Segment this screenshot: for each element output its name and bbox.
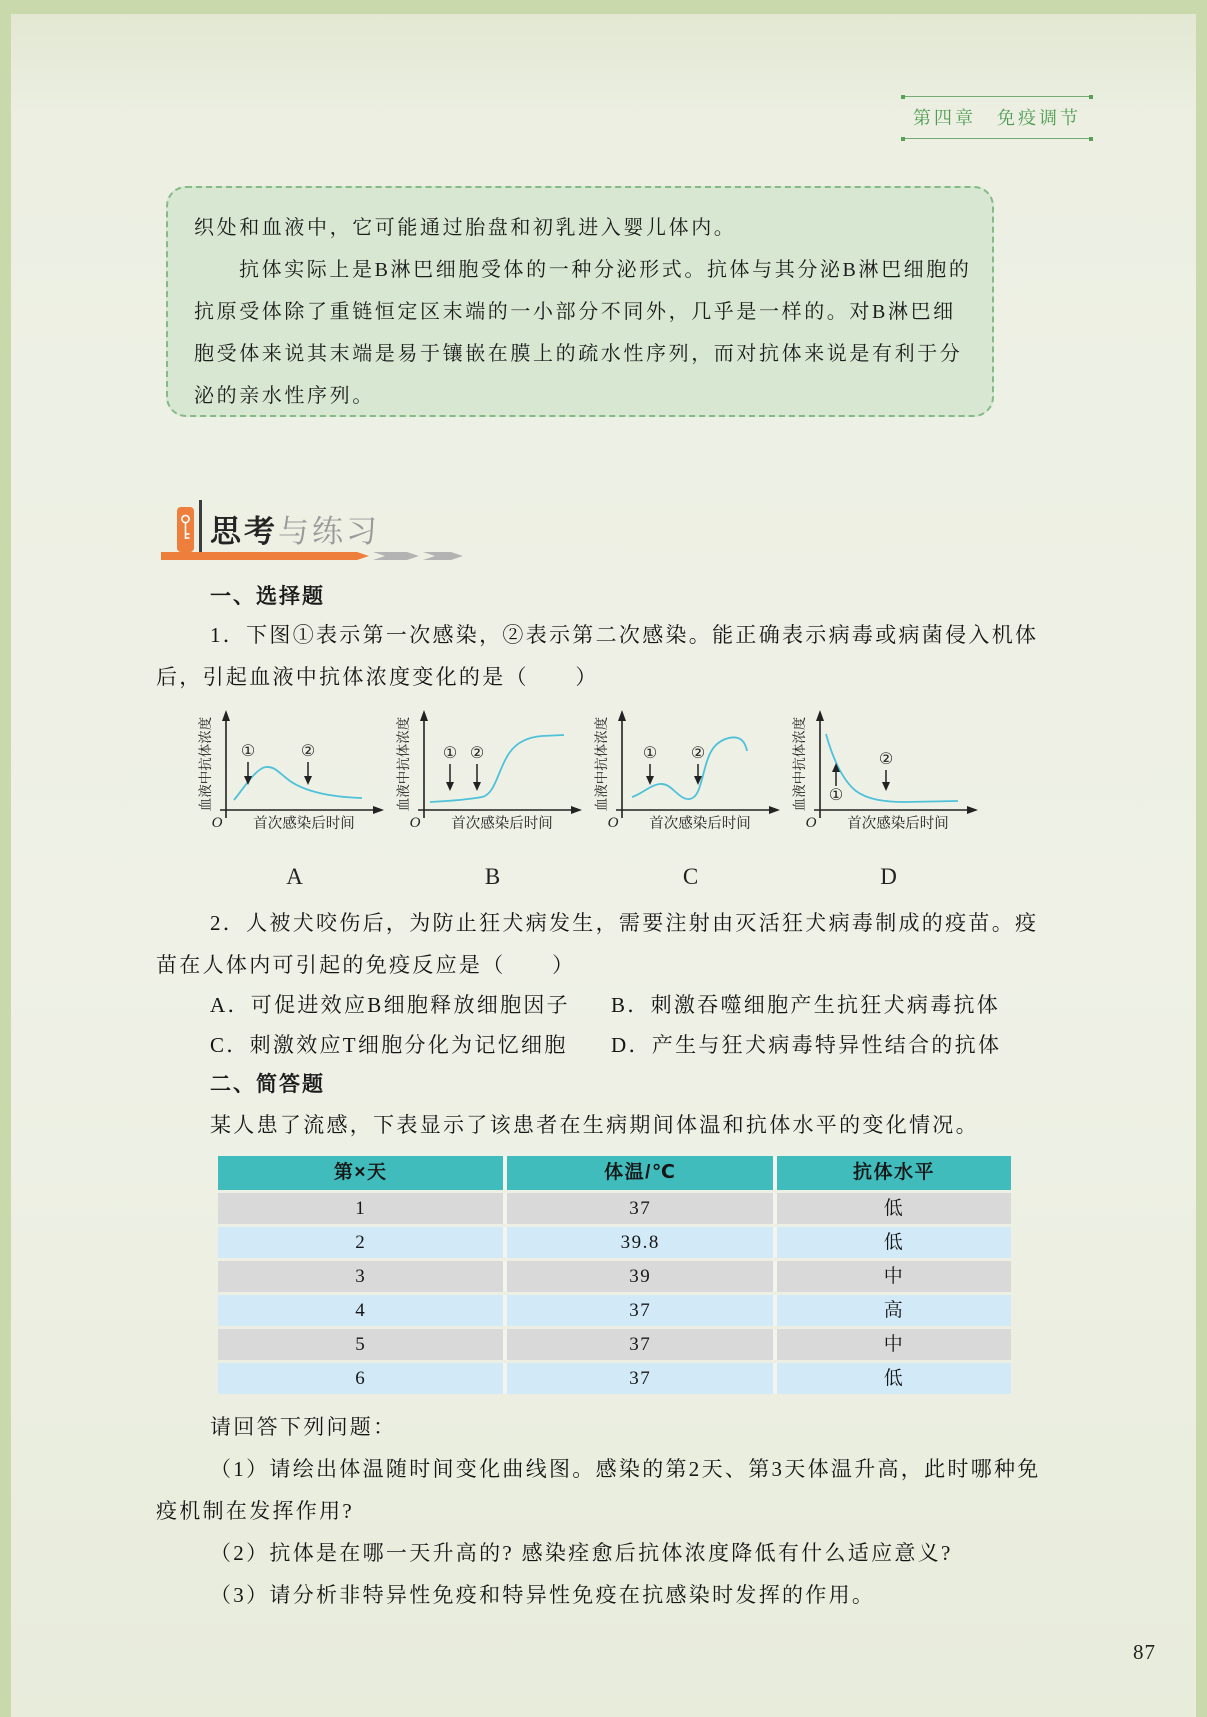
subquestion-1-line2: 疫机制在发挥作用? [156,1499,355,1523]
y-axis-label: 血液中抗体浓度 [396,716,411,812]
section-badge [177,507,194,552]
graph-D-letter: D [880,864,898,889]
x-axis-label: 首次感染后时间 [649,816,751,832]
annotation-1: ① [442,745,458,762]
y-axis-label: 血液中抗体浓度 [792,716,807,812]
section-title [210,506,380,551]
info-box-line: 泌的亲水性序列。 [194,385,375,407]
origin-label: O [607,815,619,831]
cell-antibody: 高 [773,1295,1011,1326]
cell-day: 1 [218,1193,503,1224]
annotation-2: ② [469,745,485,762]
origin-label: O [805,815,817,831]
origin-label: O [409,815,421,831]
annotation-2: ② [878,751,894,768]
chapter-header [901,96,1093,139]
table-row [218,1261,1011,1292]
chevron-icon [373,552,419,560]
part2-heading: 二、简答题 [210,1073,325,1096]
cell-day: 3 [218,1261,503,1292]
info-box-line: 抗原受体除了重链恒定区末端的一小部分不同外，几乎是一样的。对B淋巴细 [194,301,956,323]
flu-table [218,1156,1011,1397]
chapter-header-bottom-line [901,138,1093,139]
chapter-header-title: 第四章 免疫调节 [913,108,1081,128]
annotation-1: ① [828,787,844,804]
graph-C-letter: C [682,864,700,889]
question2-line2: 苗在人体内可引起的免疫反应是（ ） [156,953,576,977]
question1-line2: 后，引起血液中抗体浓度变化的是（ ） [156,665,599,689]
x-axis-label: 首次感染后时间 [451,816,553,832]
cell-temp: 39.8 [503,1227,773,1258]
subquestion-1-line1: （1）请绘出体温随时间变化曲线图。感染的第2天、第3天体温升高，此时哪种免 [210,1457,1041,1481]
subquestion-3: （3）请分析非特异性免疫和特异性免疫在抗感染时发挥的作用。 [210,1583,876,1607]
subquestion-2: （2）抗体是在哪一天升高的? 感染痊愈后抗体浓度降低有什么适应意义? [210,1541,953,1565]
option-D: D．产生与狂犬病毒特异性结合的抗体 [611,1033,1002,1057]
section-title-light: 与练习 [278,514,380,549]
section-title-bold: 思考 [210,514,278,549]
cell-antibody: 低 [773,1193,1011,1224]
cell-temp: 37 [503,1193,773,1224]
table-row [218,1329,1011,1360]
info-box-line: 织处和血液中，它可能通过胎盘和初乳进入婴儿体内。 [194,217,737,239]
graph-A [196,706,394,841]
y-axis-label: 血液中抗体浓度 [594,716,609,812]
graph-D [790,706,988,841]
part1-heading: 一、选择题 [210,585,325,608]
cell-temp: 37 [503,1329,773,1360]
table-row [218,1227,1011,1258]
graph-C [592,706,790,841]
annotation-2: ② [300,743,316,760]
cell-temp: 39 [503,1261,773,1292]
page-number: 87 [1133,1640,1156,1664]
annotation-2: ② [690,745,706,762]
section-vertical-rule [199,500,202,560]
table-header-row [218,1156,1011,1190]
cell-antibody: 中 [773,1261,1011,1292]
table-row [218,1295,1011,1326]
cell-antibody: 低 [773,1227,1011,1258]
table-row [218,1363,1011,1394]
cell-temp: 37 [503,1363,773,1394]
cell-temp: 37 [503,1295,773,1326]
annotation-1: ① [240,743,256,760]
graph-A-letter: A [286,864,304,889]
table-row [218,1193,1011,1224]
graph-B [394,706,592,841]
chapter-header-top-line [901,96,1093,97]
answer-prompt: 请回答下列问题： [210,1415,397,1439]
origin-label: O [211,815,223,831]
table-header-antibody: 抗体水平 [773,1156,1011,1190]
cell-day: 2 [218,1227,503,1258]
option-A: A．可促进效应B细胞释放细胞因子 [210,993,570,1017]
question1-line1: 1．下图①表示第一次感染，②表示第二次感染。能正确表示病毒或病菌侵入机体 [210,623,1039,647]
section-underline-arrow [161,552,369,560]
option-C: C．刺激效应T细胞分化为记忆细胞 [210,1033,568,1057]
info-box-line: 抗体实际上是B淋巴细胞受体的一种分泌形式。抗体与其分泌B淋巴细胞的 [239,259,972,281]
x-axis-label: 首次感染后时间 [253,816,355,832]
cell-day: 6 [218,1363,503,1394]
cell-antibody: 中 [773,1329,1011,1360]
table-header-temp: 体温/℃ [503,1156,773,1190]
table-header-day: 第×天 [218,1156,503,1190]
key-icon [177,507,194,552]
option-B: B．刺激吞噬细胞产生抗狂犬病毒抗体 [611,993,1001,1017]
cell-antibody: 低 [773,1363,1011,1394]
question2-line1: 2．人被犬咬伤后，为防止狂犬病发生，需要注射由灭活狂犬病毒制成的疫苗。疫 [210,911,1039,935]
info-box-line: 胞受体来说其末端是易于镶嵌在膜上的疏水性序列，而对抗体来说是有利于分 [194,343,963,365]
chevron-icon [423,552,463,560]
cell-day: 5 [218,1329,503,1360]
y-axis-label: 血液中抗体浓度 [198,716,213,812]
x-axis-label: 首次感染后时间 [847,816,949,832]
page-background [11,14,1196,1717]
graph-B-letter: B [484,864,502,889]
part2-intro: 某人患了流感，下表显示了该患者在生病期间体温和抗体水平的变化情况。 [210,1113,979,1137]
annotation-1: ① [642,745,658,762]
cell-day: 4 [218,1295,503,1326]
